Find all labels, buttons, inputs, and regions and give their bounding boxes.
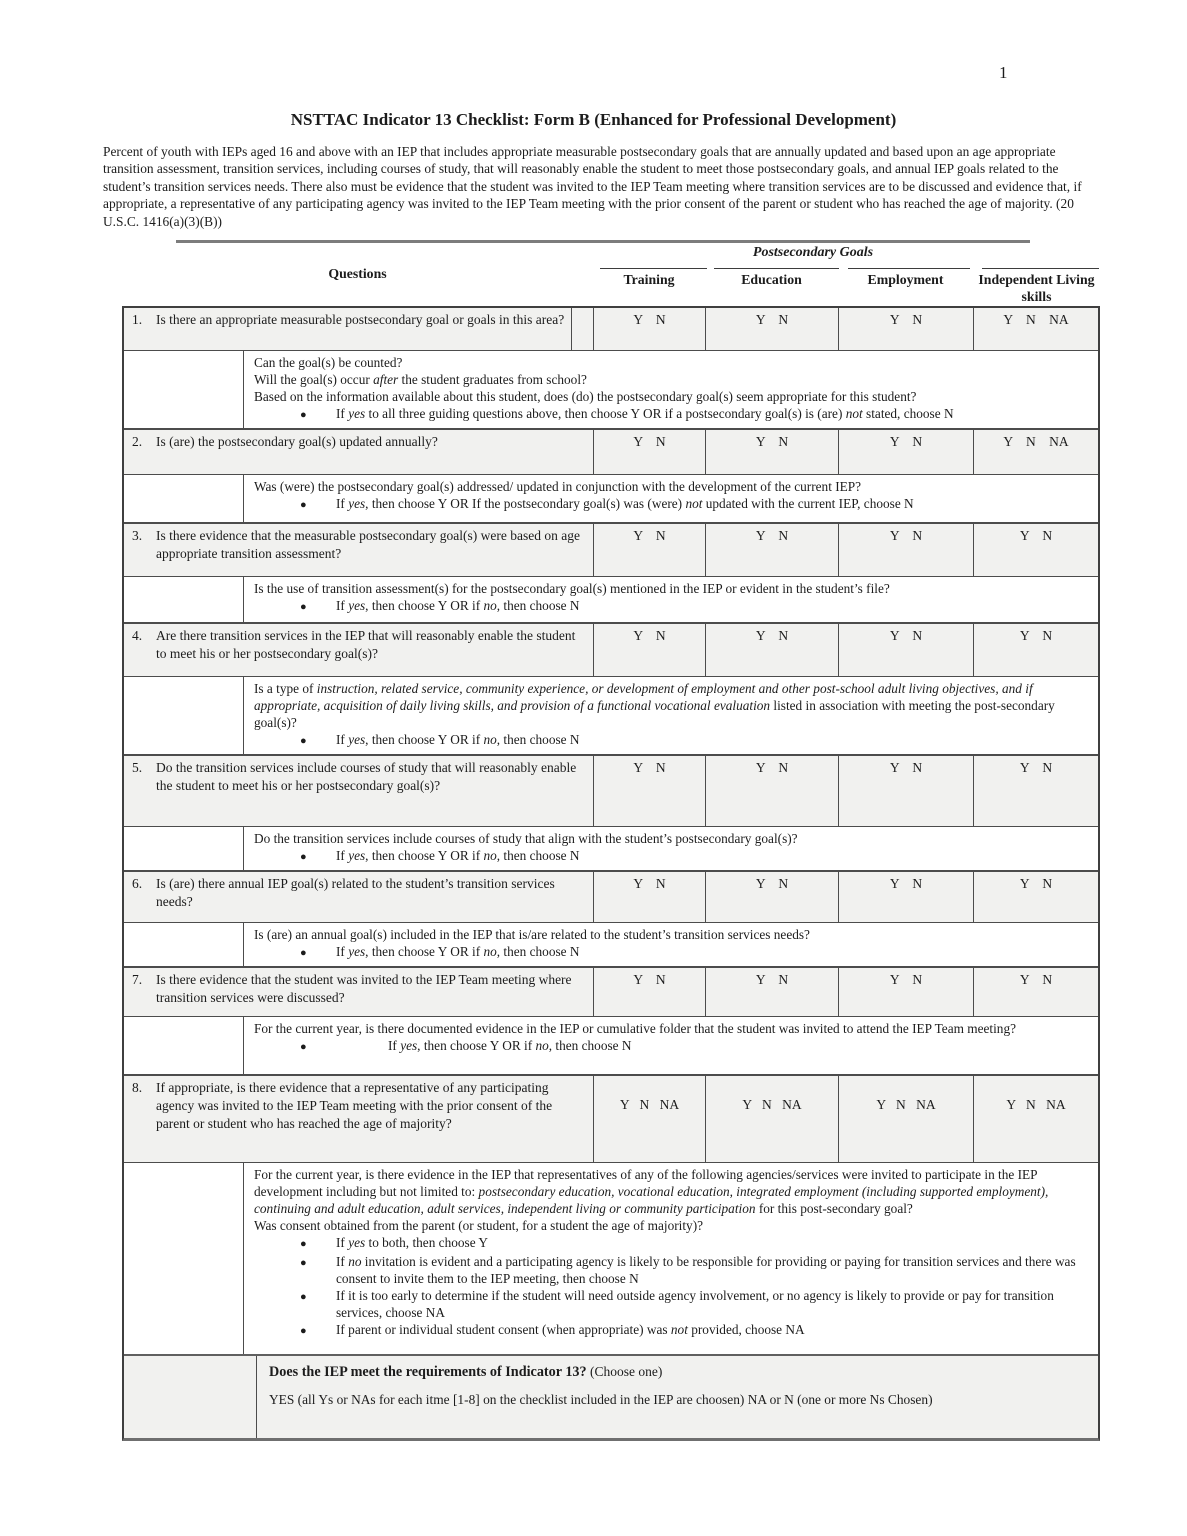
q2-choice-training[interactable]: Y N [593, 430, 705, 474]
q3-choice-independent[interactable]: Y N [973, 524, 1098, 576]
guidance-line: For the current year, is there evidence in the IEP that representatives of any of the following agencies/services were invited to participate in the IEP development including but not limited to: postsecondary education, vocational education, integrated employment (including supported employment), continuing and adult education, adult services, independent living or community participation for this post-secondary goal? [254, 1167, 1049, 1217]
column-header-training: Training [623, 272, 675, 288]
bullet-icon: ● [300, 1238, 307, 1251]
intro-paragraph: Percent of youth with IEPs aged 16 and above with an IEP that includes appropriate measurable postsecondary goals that are annually updated and based upon an age appropriate transition assessment, transition services, including courses of study, that will reasonably enable the student to meet those postsecondary goals, and annual IEP goals related to the student’s transition services needs. There also must be evidence that the student was invited to the IEP Team meeting where transition services are to be discussed and evidence that, if appropriate, a representative of any participating agency was invited to the IEP Team meeting with the prior consent of the parent or student who has reached the age of majority. (20 U.S.C. 1416(a)(3)(B)) [103, 144, 1082, 229]
guidance-row-8 [124, 1162, 1098, 1354]
guidance-line: Based on the information available about this student, does (do) the postsecondary goal(s) seem appropriate for this student? [254, 389, 917, 405]
question-8-number: 8. [132, 1080, 143, 1096]
column-header-questions: Questions [328, 266, 387, 282]
q2-choice-education[interactable]: Y N [705, 430, 838, 474]
q1-choice-education[interactable]: Y N [705, 308, 838, 350]
q8-choice-independent[interactable]: Y N NA [973, 1076, 1098, 1162]
bullet-icon: ● [300, 499, 307, 512]
bullet-icon: ● [300, 1041, 307, 1054]
guidance-indent-cell [124, 923, 244, 966]
question-row-5 [124, 754, 1098, 826]
q5-choice-training[interactable]: Y N [593, 756, 705, 826]
question-3 [124, 524, 593, 576]
q6-choice-training[interactable]: Y N [593, 872, 705, 922]
guidance-line: Was (were) the postsecondary goal(s) addressed/ updated in conjunction with the development of the current IEP? [254, 479, 862, 495]
guidance-line: For the current year, is there documented evidence in the IEP or cumulative folder that the student was invited to attend the IEP Team meeting? [254, 1021, 1016, 1037]
q2-choice-employment[interactable]: Y N [838, 430, 973, 474]
bullet-icon: ● [300, 947, 307, 960]
q6-choice-education[interactable]: Y N [705, 872, 838, 922]
question-6-number: 6. [132, 876, 143, 892]
guidance-line: Can the goal(s) be counted? [254, 355, 403, 371]
q3-choice-employment[interactable]: Y N [838, 524, 973, 576]
question-1-text: Is there an appropriate measurable postsecondary goal or goals in this area? [156, 312, 565, 328]
guidance-row-5 [124, 826, 1098, 870]
guidance-5-text [244, 827, 1098, 870]
document-title: NSTTAC Indicator 13 Checklist: Form B (Enhanced for Professional Development) [290, 110, 897, 129]
q5-choice-independent[interactable]: Y N [973, 756, 1098, 826]
question-2-text: Is (are) the postsecondary goal(s) updated annually? [156, 434, 438, 450]
question-6 [124, 872, 593, 922]
guidance-6-text [244, 923, 1098, 966]
decision-indent-cell [124, 1356, 257, 1438]
table-header [0, 243, 1187, 306]
guidance-indent-cell [124, 351, 244, 428]
guidance-bullet: ● If yes, then choose Y OR if no, then choose N [300, 731, 1088, 750]
guidance-row-6 [124, 922, 1098, 966]
question-row-2 [124, 428, 1098, 474]
guidance-line: Is (are) an annual goal(s) included in the IEP that is/are related to the student’s transition services needs? [254, 927, 810, 943]
spacer-cell [571, 308, 593, 350]
q4-choice-employment[interactable]: Y N [838, 624, 973, 676]
q7-choice-independent[interactable]: Y N [973, 968, 1098, 1016]
guidance-indent-cell [124, 577, 244, 622]
q4-choice-training[interactable]: Y N [593, 624, 705, 676]
q7-choice-training[interactable]: Y N [593, 968, 705, 1016]
q7-choice-education[interactable]: Y N [705, 968, 838, 1016]
guidance-line: Is a type of instruction, related service, community experience, or development of employment and other post-school adult living objectives, and if appropriate, acquisition of daily living skills, and provision of a functional vocational evaluation listed in association with meeting the post-secondary goal(s)? [254, 681, 1055, 731]
guidance-bullet: ● If yes, then choose Y OR if no, then choose N [300, 943, 1088, 962]
decision-question [269, 1363, 1088, 1381]
q3-choice-training[interactable]: Y N [593, 524, 705, 576]
question-1 [124, 308, 571, 350]
question-4-text: Are there transition services in the IEP that will reasonably enable the student to meet his or her postsecondary goal(s)? [156, 628, 576, 662]
guidance-indent-cell [124, 475, 244, 522]
guidance-row-3 [124, 576, 1098, 622]
bullet-icon: ● [300, 1291, 307, 1304]
decision-question-bold: Does the IEP meet the requirements of Indicator 13? [269, 1364, 587, 1381]
guidance-bullet: ● If yes, then choose Y OR if no, then choose N [300, 1037, 1088, 1056]
decision-row [124, 1354, 1098, 1438]
bullet-icon: ● [300, 409, 307, 422]
bullet-icon: ● [300, 735, 307, 748]
question-6-text: Is (are) there annual IEP goal(s) related to the student’s transition services needs? [156, 876, 555, 910]
guidance-row-7 [124, 1016, 1098, 1074]
question-5-text: Do the transition services include courses of study that will reasonably enable the student to meet his or her postsecondary goal(s)? [156, 760, 577, 794]
guidance-bullet: ● If yes, then choose Y OR If the postsecondary goal(s) was (were) not updated with the current IEP, choose N [300, 495, 1088, 514]
question-1-number: 1. [132, 312, 143, 328]
question-4-number: 4. [132, 628, 143, 644]
q4-choice-independent[interactable]: Y N [973, 624, 1098, 676]
column-header-education: Education [741, 272, 802, 288]
q1-choice-training[interactable]: Y N [593, 308, 705, 350]
checklist-table [122, 306, 1100, 1441]
guidance-bullet: ● If yes, then choose Y OR if no, then choose N [300, 847, 1088, 866]
question-8 [124, 1076, 593, 1162]
q3-choice-education[interactable]: Y N [705, 524, 838, 576]
q8-choice-education[interactable]: Y N NA [705, 1076, 838, 1162]
question-row-1 [124, 308, 1098, 350]
question-row-3 [124, 522, 1098, 576]
guidance-indent-cell [124, 1163, 244, 1354]
guidance-indent-cell [124, 827, 244, 870]
q1-choice-independent[interactable]: Y N NA [973, 308, 1098, 350]
question-7 [124, 968, 593, 1016]
decision-text [257, 1356, 1098, 1438]
guidance-4-text [244, 677, 1098, 754]
guidance-7-text [244, 1017, 1098, 1074]
group-header-postsecondary-goals: Postsecondary Goals [752, 245, 874, 261]
guidance-row-1 [124, 350, 1098, 428]
question-7-text: Is there evidence that the student was invited to the IEP Team meeting where transition services were discussed? [156, 972, 572, 1006]
guidance-line: Do the transition services include courses of study that align with the student’s postsecondary goal(s)? [254, 831, 798, 847]
question-3-text: Is there evidence that the measurable postsecondary goal(s) were based on age appropriate transition assessment? [156, 528, 580, 562]
guidance-3-text [244, 577, 1098, 622]
decision-options[interactable]: YES (all Ys or NAs for each itme [1-8] on the checklist included in the IEP are choosen) NA or N (one or more Ns Chosen) [269, 1392, 933, 1408]
q5-choice-education[interactable]: Y N [705, 756, 838, 826]
question-7-number: 7. [132, 972, 143, 988]
q8-choice-training[interactable]: Y N NA [593, 1076, 705, 1162]
guidance-line: Is the use of transition assessment(s) for the postsecondary goal(s) mentioned in the IEP or evident in the student’s file? [254, 581, 890, 597]
guidance-8-text [244, 1163, 1098, 1354]
question-2-number: 2. [132, 434, 143, 450]
column-header-employment: Employment [867, 272, 944, 288]
underline-independent [982, 268, 1099, 269]
question-row-7 [124, 966, 1098, 1016]
guidance-row-4 [124, 676, 1098, 754]
question-row-8 [124, 1074, 1098, 1162]
guidance-indent-cell [124, 677, 244, 754]
q1-choice-employment[interactable]: Y N [838, 308, 973, 350]
underline-education [714, 268, 839, 269]
column-header-independent-living: Independent Living skills [978, 272, 1095, 305]
guidance-indent-cell [124, 1017, 244, 1074]
q7-choice-employment[interactable]: Y N [838, 968, 973, 1016]
guidance-line: Will the goal(s) occur after the student graduates from school? [254, 372, 587, 388]
bullet-icon: ● [300, 1325, 307, 1338]
question-8-text: If appropriate, is there evidence that a representative of any participating agency was invited to the IEP Team meeting with the prior consent of the parent or student who has reached the age of majority? [156, 1080, 553, 1132]
q4-choice-education[interactable]: Y N [705, 624, 838, 676]
question-5-number: 5. [132, 760, 143, 776]
q5-choice-employment[interactable]: Y N [838, 756, 973, 826]
guidance-bullet: ● If yes to both, then choose Y [300, 1234, 1088, 1253]
underline-training [600, 268, 707, 269]
guidance-bullet: ● If yes to all three guiding questions above, then choose Y OR if a postsecondary goal(s) is (are) not stated, choose N [300, 405, 1088, 424]
guidance-bullet: ● If yes, then choose Y OR if no, then choose N [300, 597, 1088, 616]
guidance-2-text [244, 475, 1098, 522]
guidance-row-2 [124, 474, 1098, 522]
underline-employment [848, 268, 970, 269]
guidance-bullet: ● If no invitation is evident and a participating agency is likely to be responsible for providing or paying for transition services and there was consent to invite them to the IEP meeting, then choose N [300, 1254, 1076, 1287]
bullet-icon: ● [300, 601, 307, 614]
guidance-bullet: ● If parent or individual student consent (when appropriate) was not provided, choose NA [300, 1321, 1088, 1340]
question-5 [124, 756, 593, 826]
page-number: 1 [999, 63, 1008, 82]
question-4 [124, 624, 593, 676]
guidance-line: Was consent obtained from the parent (or student, for a student the age of majority)? [254, 1218, 704, 1234]
q6-choice-independent[interactable]: Y N [973, 872, 1098, 922]
question-row-4 [124, 622, 1098, 676]
question-3-number: 3. [132, 528, 143, 544]
decision-choose-one: (Choose one) [586, 1364, 663, 1380]
bullet-icon: ● [300, 851, 307, 864]
question-2 [124, 430, 593, 474]
q8-choice-employment[interactable]: Y N NA [838, 1076, 973, 1162]
guidance-1-text [244, 351, 1098, 428]
bullet-icon: ● [300, 1257, 307, 1270]
q2-choice-independent[interactable]: Y N NA [973, 430, 1098, 474]
guidance-bullet: ● If it is too early to determine if the student will need outside agency involvement, or no agency is likely to provide or pay for transition services, choose NA [300, 1288, 1054, 1321]
q6-choice-employment[interactable]: Y N [838, 872, 973, 922]
question-row-6 [124, 870, 1098, 922]
